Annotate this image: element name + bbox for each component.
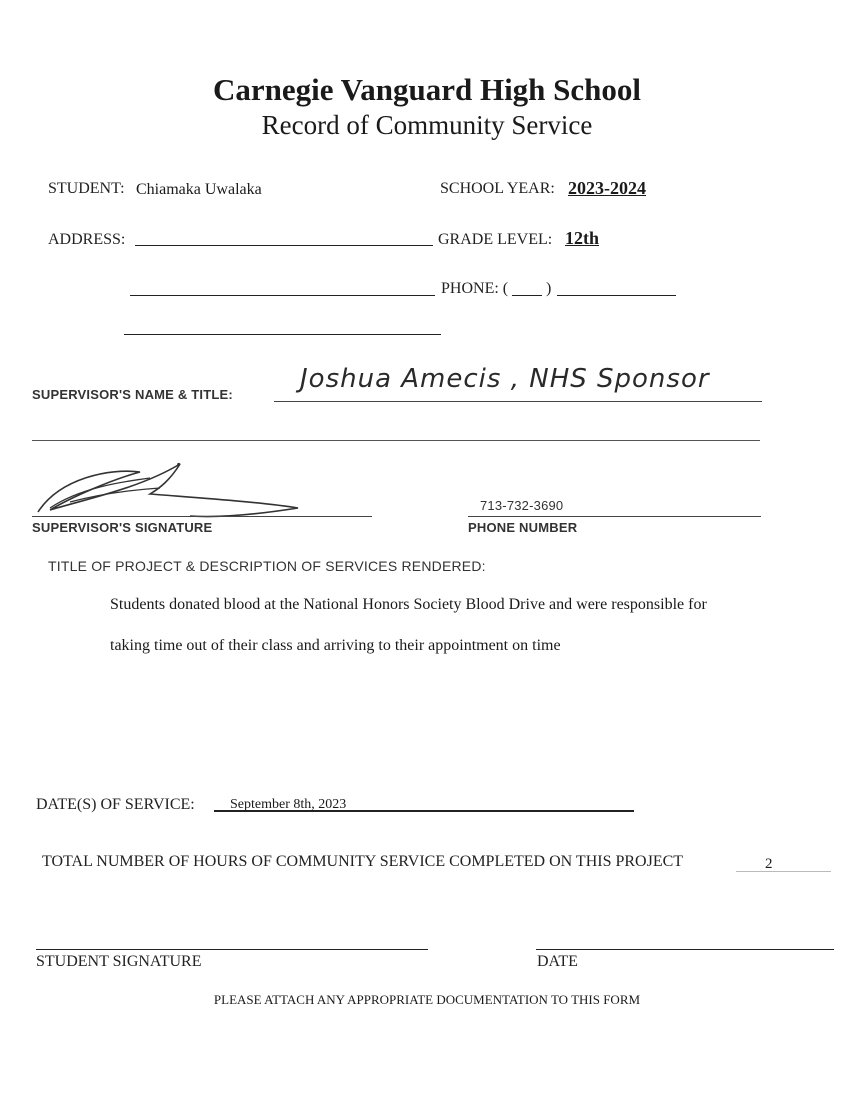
supervisor-phone-label: PHONE NUMBER xyxy=(468,520,578,535)
phone-area-code-field[interactable] xyxy=(512,295,542,296)
student-signature-line[interactable] xyxy=(36,949,428,950)
documentation-note: PLEASE ATTACH ANY APPROPRIATE DOCUMENTATION TO THIS FORM xyxy=(213,992,641,1007)
student-name[interactable]: Chiamaka Uwalaka xyxy=(136,181,262,198)
grade-level-label: GRADE LEVEL: xyxy=(438,231,553,248)
school-year-label: SCHOOL YEAR: xyxy=(440,180,555,197)
phone-close-paren: ) xyxy=(546,280,552,297)
form-title: Record of Community Service xyxy=(261,110,593,140)
date-label: DATE xyxy=(537,953,578,970)
supervisor-phone-value[interactable]: 713-732-3690 xyxy=(480,498,564,513)
supervisor-name-line[interactable] xyxy=(274,401,762,402)
student-signature-label: STUDENT SIGNATURE xyxy=(36,953,202,970)
supervisor-signature-label: SUPERVISOR'S SIGNATURE xyxy=(32,520,213,535)
school-name: Carnegie Vanguard High School xyxy=(212,72,642,107)
supervisor-name-label: SUPERVISOR'S NAME & TITLE: xyxy=(32,387,233,402)
dates-of-service-value[interactable]: September 8th, 2023 xyxy=(230,797,347,812)
address-label: ADDRESS: xyxy=(48,231,126,248)
supervisor-name-handwritten[interactable]: Joshua Amecis , NHS Sponsor xyxy=(300,364,710,394)
address-line-1[interactable] xyxy=(135,245,433,246)
dates-of-service-label: DATE(S) OF SERVICE: xyxy=(36,796,195,813)
project-description-line-2[interactable]: taking time out of their class and arriving to their appointment on time xyxy=(110,637,561,654)
date-signature-line[interactable] xyxy=(536,949,834,950)
grade-level-value[interactable]: 12th xyxy=(565,228,600,248)
total-hours-value[interactable]: 2 xyxy=(765,856,773,872)
project-label: TITLE OF PROJECT & DESCRIPTION OF SERVICES RENDERED: xyxy=(48,558,486,574)
dates-of-service-line[interactable] xyxy=(214,810,634,812)
supervisor-signature-image xyxy=(30,458,330,528)
address-line-3[interactable] xyxy=(124,334,441,335)
project-description-line-1[interactable]: Students donated blood at the National Honors Society Blood Drive and were responsible for xyxy=(110,596,707,613)
school-year-value[interactable]: 2023-2024 xyxy=(568,178,646,198)
phone-label: PHONE: ( xyxy=(441,280,509,297)
address-line-2[interactable] xyxy=(130,295,435,296)
student-label: STUDENT: xyxy=(48,180,125,197)
total-hours-line[interactable] xyxy=(736,871,831,872)
supervisor-signature-line[interactable] xyxy=(32,516,372,517)
supervisor-phone-line[interactable] xyxy=(468,516,761,517)
supervisor-title-line[interactable] xyxy=(32,440,760,441)
phone-number-field[interactable] xyxy=(557,295,676,296)
total-hours-label: TOTAL NUMBER OF HOURS OF COMMUNITY SERVICE COMPLETED ON THIS PROJECT xyxy=(42,853,684,870)
